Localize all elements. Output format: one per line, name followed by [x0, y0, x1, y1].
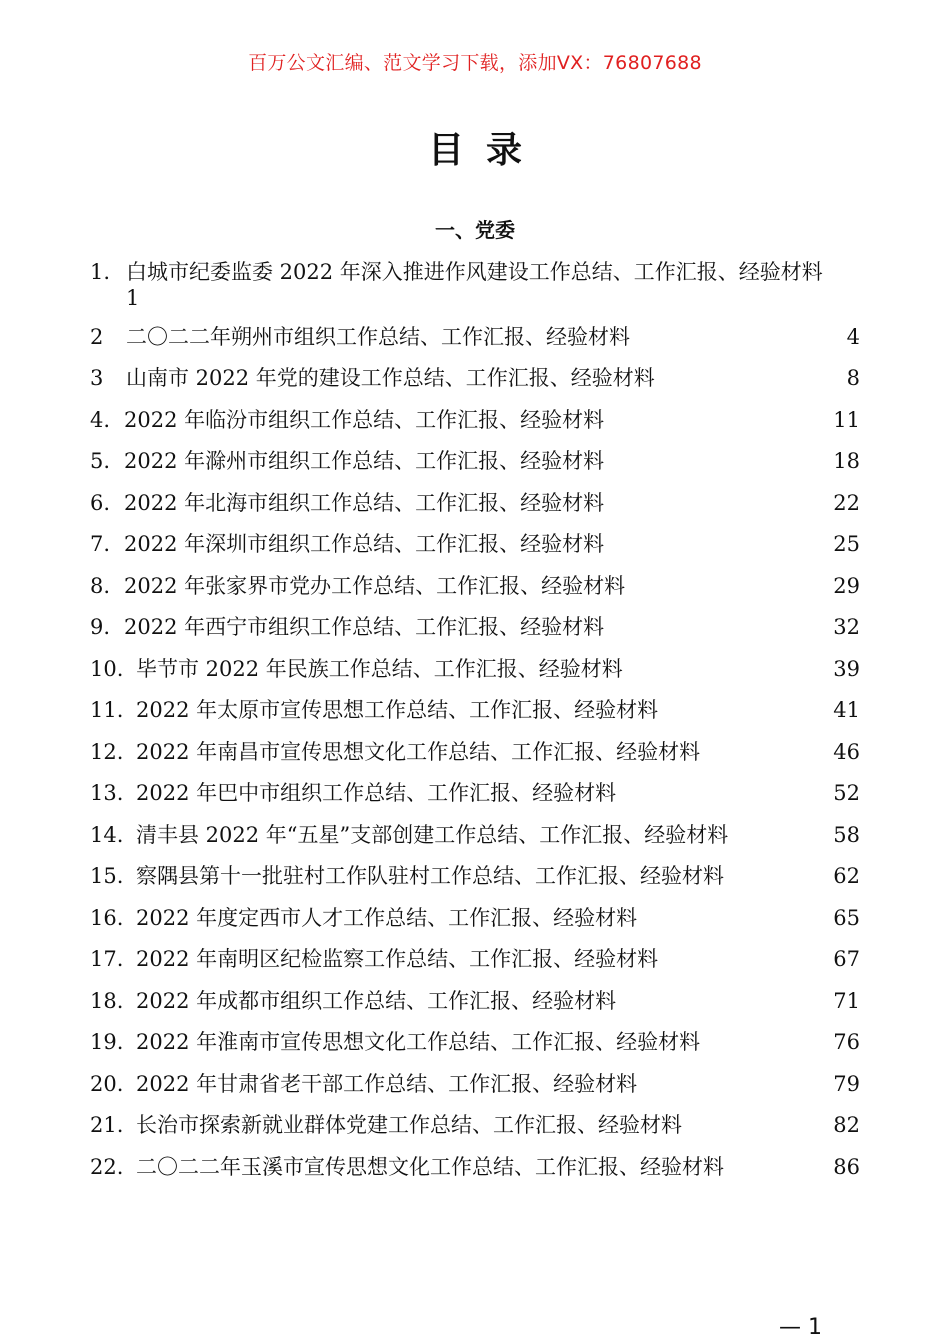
toc-entry[interactable] — [90, 737, 860, 767]
toc-entry-number: 4. — [90, 408, 111, 432]
page-title: 目录 — [427, 130, 544, 171]
toc-entry-title: 山南市 2022 年党的建设工作总结、工作汇报、经验材料 — [126, 366, 655, 390]
toc-entry-number: 13. — [90, 781, 124, 805]
toc-entry-title: 2022 年西宁市组织工作总结、工作汇报、经验材料 — [124, 615, 605, 639]
toc-entry[interactable] — [90, 257, 860, 310]
toc-entry-page: 25 — [833, 532, 860, 556]
toc-entry[interactable] — [90, 944, 860, 974]
toc-entry-page: 4 — [846, 325, 860, 349]
toc-entry-number: 8. — [90, 574, 111, 598]
toc-entry[interactable] — [90, 861, 860, 891]
toc-entry[interactable] — [90, 363, 860, 393]
toc-entry[interactable] — [90, 1069, 860, 1099]
toc-entry-title: 2022 年太原市宣传思想工作总结、工作汇报、经验材料 — [136, 698, 659, 722]
toc-entry-number: 17. — [90, 947, 124, 971]
toc-entry-title: 2022 年甘肃省老干部工作总结、工作汇报、经验材料 — [136, 1072, 638, 1096]
toc-entry-title: 2022 年临汾市组织工作总结、工作汇报、经验材料 — [124, 408, 605, 432]
toc-entry-page: 8 — [846, 366, 860, 390]
toc-entry[interactable] — [90, 322, 860, 352]
toc-entry[interactable] — [90, 1027, 860, 1057]
toc-entry-title: 二〇二二年玉溪市宣传思想文化工作总结、工作汇报、经验材料 — [136, 1155, 724, 1179]
toc-entry-number: 20. — [90, 1072, 124, 1096]
toc-entry-number: 5. — [90, 449, 111, 473]
toc-entry[interactable] — [90, 778, 860, 808]
toc-entry-page: 65 — [833, 906, 860, 930]
toc-entry-page: 11 — [833, 408, 860, 432]
toc-entry[interactable] — [90, 405, 860, 435]
toc-entry-number: 14. — [90, 823, 124, 847]
toc-entry-number: 12. — [90, 740, 124, 764]
page-number: — 1 — [779, 1315, 822, 1340]
toc-entry-number: 2 — [90, 325, 104, 349]
toc-entry-page: 29 — [833, 574, 860, 598]
toc-entry-number: 15. — [90, 864, 124, 888]
toc-entry-title: 2022 年淮南市宣传思想文化工作总结、工作汇报、经验材料 — [136, 1030, 701, 1054]
toc-entry-number: 19. — [90, 1030, 124, 1054]
toc-entry-title: 白城市纪委监委 2022 年深入推进作风建设工作总结、工作汇报、经验材料 — [126, 260, 823, 284]
toc-entry[interactable] — [90, 1110, 860, 1140]
toc-entry[interactable] — [90, 571, 860, 601]
toc-entry-page: 18 — [833, 449, 860, 473]
toc-entry-number: 9. — [90, 615, 111, 639]
toc-entry-page: 32 — [833, 615, 860, 639]
toc-entry-page: 22 — [833, 491, 860, 515]
toc-entry-number: 18. — [90, 989, 124, 1013]
toc-entry-title: 2022 年张家界市党办工作总结、工作汇报、经验材料 — [124, 574, 626, 598]
toc-entry[interactable] — [90, 1152, 860, 1182]
toc-entry-page: 41 — [833, 698, 860, 722]
toc-entry-page: 1 — [126, 286, 140, 310]
toc-entry[interactable] — [90, 446, 860, 476]
toc-entry-page: 71 — [833, 989, 860, 1013]
toc-entry[interactable] — [90, 986, 860, 1016]
toc-entry-number: 6. — [90, 491, 111, 515]
toc-entry-page: 46 — [833, 740, 860, 764]
toc-entry-title: 2022 年南昌市宣传思想文化工作总结、工作汇报、经验材料 — [136, 740, 701, 764]
toc-entry[interactable] — [90, 612, 860, 642]
toc-entry-title: 2022 年滁州市组织工作总结、工作汇报、经验材料 — [124, 449, 605, 473]
toc-entry-page: 67 — [833, 947, 860, 971]
toc-entry-number: 7. — [90, 532, 111, 556]
toc-entry-page: 52 — [833, 781, 860, 805]
toc-entry-number: 16. — [90, 906, 124, 930]
toc-entry-title: 2022 年度定西市人才工作总结、工作汇报、经验材料 — [136, 906, 638, 930]
toc-entry[interactable] — [90, 695, 860, 725]
toc-entry[interactable] — [90, 529, 860, 559]
toc-entry-page: 86 — [833, 1155, 860, 1179]
toc-entry[interactable] — [90, 654, 860, 684]
toc-entry-number: 10. — [90, 657, 124, 681]
toc-entry[interactable] — [90, 903, 860, 933]
toc-entry-number: 1. — [90, 260, 111, 284]
toc-entry-title: 2022 年成都市组织工作总结、工作汇报、经验材料 — [136, 989, 617, 1013]
toc-entry[interactable] — [90, 488, 860, 518]
toc-entry-title: 长治市探索新就业群体党建工作总结、工作汇报、经验材料 — [136, 1113, 682, 1137]
toc-entry-title: 毕节市 2022 年民族工作总结、工作汇报、经验材料 — [136, 657, 623, 681]
toc-entry-number: 22. — [90, 1155, 124, 1179]
toc-entry-page: 39 — [833, 657, 860, 681]
toc-entry-title: 清丰县 2022 年“五星”支部创建工作总结、工作汇报、经验材料 — [136, 823, 729, 847]
toc-entry-title: 2022 年南明区纪检监察工作总结、工作汇报、经验材料 — [136, 947, 659, 971]
toc-entry-number: 21. — [90, 1113, 124, 1137]
toc-entry-title: 察隅县第十一批驻村工作队驻村工作总结、工作汇报、经验材料 — [136, 864, 724, 888]
toc-entry-title: 二〇二二年朔州市组织工作总结、工作汇报、经验材料 — [126, 325, 630, 349]
header-banner: 百万公文汇编、范文学习下载，添加VX：76807688 — [248, 52, 702, 74]
toc-entry-page: 82 — [833, 1113, 860, 1137]
toc-entry-page: 62 — [833, 864, 860, 888]
toc-entry-page: 79 — [833, 1072, 860, 1096]
toc-entry-number: 3 — [90, 366, 104, 390]
toc-entry[interactable] — [90, 820, 860, 850]
toc-entry-title: 2022 年北海市组织工作总结、工作汇报、经验材料 — [124, 491, 605, 515]
toc-entry-number: 11. — [90, 698, 124, 722]
toc-entry-title: 2022 年深圳市组织工作总结、工作汇报、经验材料 — [124, 532, 605, 556]
toc-entry-page: 76 — [833, 1030, 860, 1054]
toc-entry-page: 58 — [833, 823, 860, 847]
section-heading: 一、党委 — [435, 218, 515, 242]
toc-entry-title: 2022 年巴中市组织工作总结、工作汇报、经验材料 — [136, 781, 617, 805]
